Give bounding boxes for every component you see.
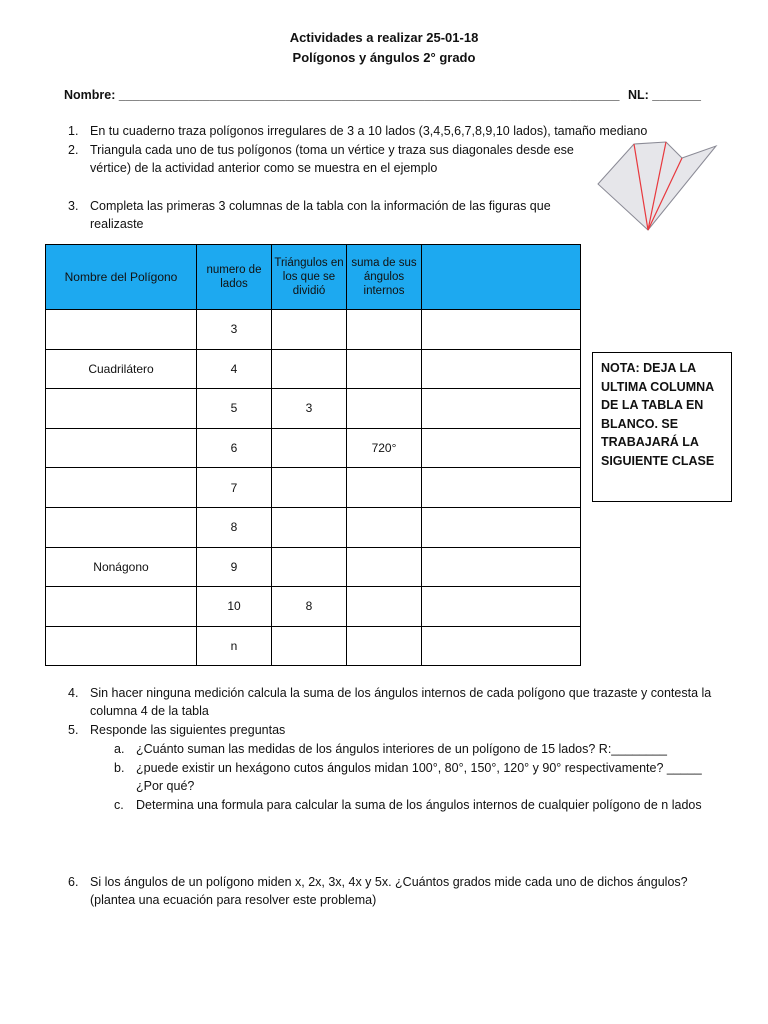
cell-name[interactable]: [46, 587, 197, 627]
cell-sum[interactable]: [347, 626, 422, 666]
cell-triangles[interactable]: [272, 428, 347, 468]
cell-triangles[interactable]: 8: [272, 587, 347, 627]
table-row: [46, 428, 581, 468]
table-row: [46, 587, 581, 627]
item-5b-line2: ¿Por qué?: [136, 779, 195, 793]
cell-triangles[interactable]: [272, 547, 347, 587]
cell-triangles[interactable]: [272, 507, 347, 547]
cell-blank[interactable]: [422, 547, 581, 587]
cell-sides: n: [197, 626, 272, 666]
item-2-number: 2.: [68, 143, 79, 157]
name-field[interactable]: Nombre: ________________________________________________________________________: [64, 88, 620, 102]
table-row: [46, 310, 581, 350]
cell-name[interactable]: [46, 507, 197, 547]
item-2-line1: Triangula cada uno de tus polígonos (toma un vértice y traza sus diagonales desde ese: [90, 143, 574, 157]
table-row: [46, 468, 581, 508]
cell-name[interactable]: [46, 468, 197, 508]
item-6-line2: (plantea una ecuación para resolver este problema): [90, 893, 377, 907]
item-3-line1: Completa las primeras 3 columnas de la tabla con la información de las figuras que: [90, 199, 551, 213]
cell-name[interactable]: Cuadrilátero: [46, 349, 197, 389]
cell-blank[interactable]: [422, 310, 581, 350]
header-angle-sum: suma de sus ángulos internos: [347, 245, 422, 310]
header-blank: [422, 245, 581, 310]
item-4-number: 4.: [68, 686, 79, 700]
cell-blank[interactable]: [422, 349, 581, 389]
cell-blank[interactable]: [422, 587, 581, 627]
cell-blank[interactable]: [422, 468, 581, 508]
cell-sides: 5: [197, 389, 272, 429]
cell-sum[interactable]: [347, 389, 422, 429]
cell-sides: 3: [197, 310, 272, 350]
cell-triangles[interactable]: [272, 626, 347, 666]
cell-triangles[interactable]: [272, 349, 347, 389]
note-box: NOTA: DEJA LA ULTIMA COLUMNA DE LA TABLA EN BLANCO. SE TRABAJARÁ LA SIGUIENTE CLASE: [592, 352, 732, 502]
cell-name[interactable]: Nonágono: [46, 547, 197, 587]
table-row: [46, 349, 581, 389]
item-2-line2: vértice) de la actividad anterior como se muestra en el ejemplo: [90, 161, 438, 175]
cell-name[interactable]: [46, 310, 197, 350]
cell-blank[interactable]: [422, 389, 581, 429]
cell-name[interactable]: [46, 428, 197, 468]
header-polygon-name: Nombre del Polígono: [46, 245, 197, 310]
item-5-number: 5.: [68, 723, 79, 737]
cell-blank[interactable]: [422, 428, 581, 468]
item-4-line2: columna 4 de la tabla: [90, 704, 209, 718]
item-1-number: 1.: [68, 124, 79, 138]
cell-sum[interactable]: [347, 349, 422, 389]
cell-sum[interactable]: 720°: [347, 428, 422, 468]
table-header-row: [46, 245, 581, 310]
item-6-line1: Si los ángulos de un polígono miden x, 2x, 3x, 4x y 5x. ¿Cuántos grados mide cada uno de dichos ángulos?: [90, 875, 688, 889]
table-row: [46, 547, 581, 587]
item-5c-letter: c.: [114, 798, 124, 812]
polygon-table: [45, 244, 581, 666]
item-5b-line1: ¿puede existir un hexágono cutos ángulos midan 100°, 80°, 150°, 120° y 90° respectivamente? _____: [136, 761, 702, 775]
cell-sides: 9: [197, 547, 272, 587]
cell-sides: 10: [197, 587, 272, 627]
cell-sum[interactable]: [347, 547, 422, 587]
nl-field[interactable]: NL: _______: [628, 88, 701, 102]
cell-sides: 6: [197, 428, 272, 468]
page-subtitle: Polígonos y ángulos 2° grado: [292, 50, 476, 65]
item-6-number: 6.: [68, 875, 79, 889]
item-5-text: Responde las siguientes preguntas: [90, 723, 286, 737]
cell-triangles[interactable]: [272, 468, 347, 508]
item-5a-letter: a.: [114, 742, 125, 756]
table-row: [46, 507, 581, 547]
header-triangles: Triángulos en los que se dividió: [272, 245, 347, 310]
cell-triangles[interactable]: 3: [272, 389, 347, 429]
triangulated-polygon-figure: [592, 136, 720, 236]
item-5c-text: Determina una formula para calcular la suma de los ángulos internos de cualquier polígono de n lados: [136, 798, 702, 812]
cell-blank[interactable]: [422, 507, 581, 547]
page-title: Actividades a realizar 25-01-18: [289, 30, 479, 45]
item-4-line1: Sin hacer ninguna medición calcula la suma de los ángulos internos de cada polígono que trazaste y contesta la: [90, 686, 712, 700]
cell-sides: 4: [197, 349, 272, 389]
cell-name[interactable]: [46, 626, 197, 666]
table-row: [46, 389, 581, 429]
item-5a-text: ¿Cuánto suman las medidas de los ángulos interiores de un polígono de 15 lados? R:________: [136, 742, 667, 756]
cell-sum[interactable]: [347, 507, 422, 547]
cell-blank[interactable]: [422, 626, 581, 666]
cell-sum[interactable]: [347, 468, 422, 508]
item-3-line2: realizaste: [90, 217, 144, 231]
cell-name[interactable]: [46, 389, 197, 429]
item-1-text: En tu cuaderno traza polígonos irregulares de 3 a 10 lados (3,4,5,6,7,8,9,10 lados), tamaño mediano: [90, 124, 648, 138]
cell-sides: 8: [197, 507, 272, 547]
cell-sides: 7: [197, 468, 272, 508]
cell-sum[interactable]: [347, 310, 422, 350]
item-5b-letter: b.: [114, 761, 125, 775]
cell-triangles[interactable]: [272, 310, 347, 350]
cell-sum[interactable]: [347, 587, 422, 627]
table-row: [46, 626, 581, 666]
item-3-number: 3.: [68, 199, 79, 213]
header-sides: numero de lados: [197, 245, 272, 310]
